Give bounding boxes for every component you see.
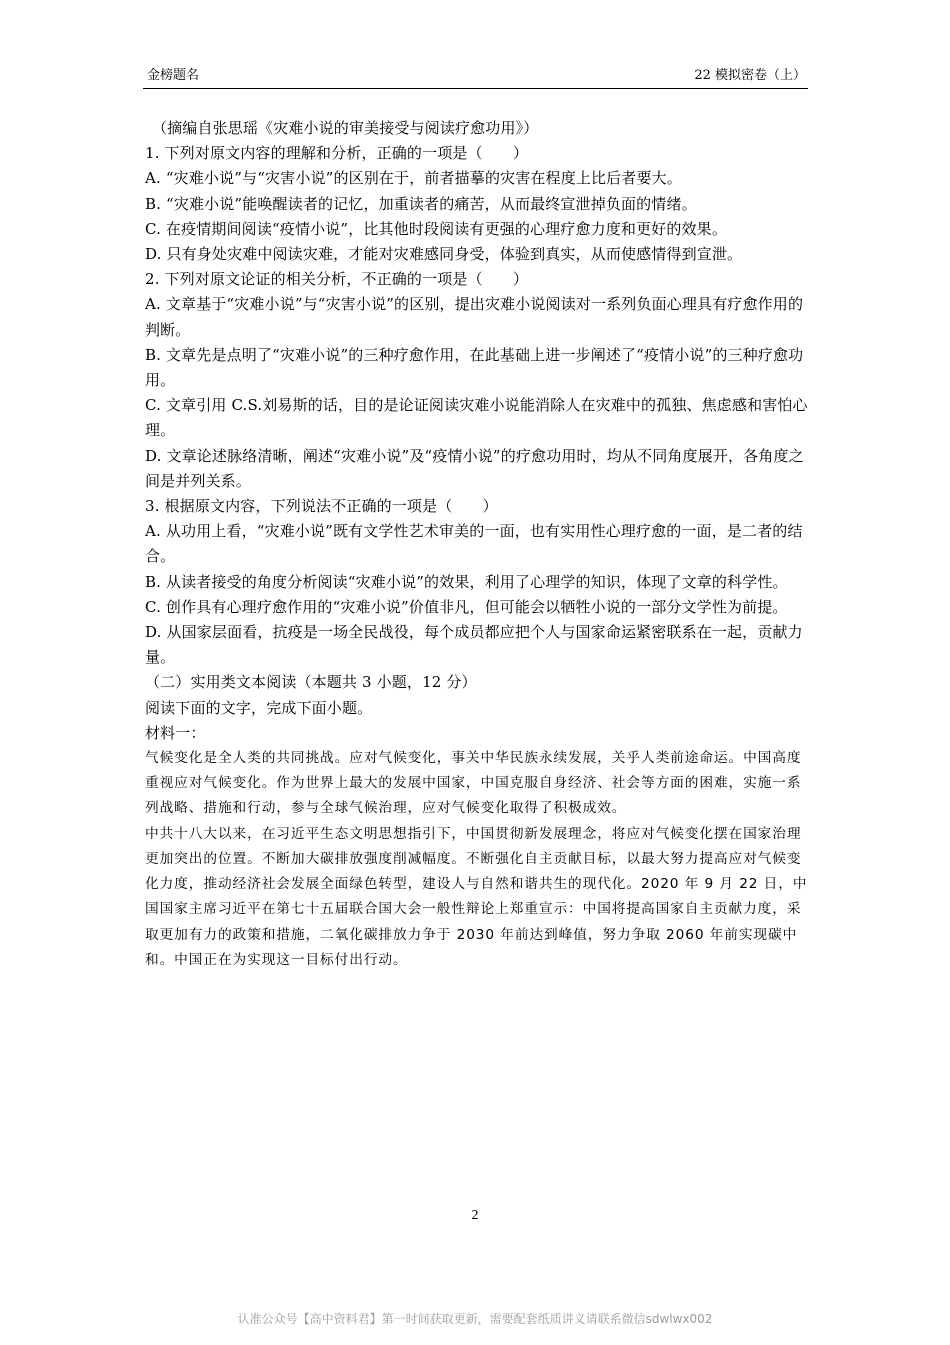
material-label: 材料一： (145, 723, 206, 742)
question-3-option-b: B. 从读者接受的角度分析阅读“灾难小说”的效果，利用了心理学的知识，体现了文章的科学性。 (145, 572, 788, 591)
question-2-option-b: B. 文章先是点明了“灾难小说”的三种疗愈作用，在此基础上进一步阐述了“疫情小说”的三种疗愈功用。 (145, 345, 804, 390)
question-2-option-a: A. 文章基于“灾难小说”与“灾害小说”的区别，提出灾难小说阅读对一系列负面心理具有疗愈作用的判断。 (145, 295, 804, 339)
question-1-option-a: A. “灾难小说”与“灾害小说”的区别在于，前者描摹的灾害在程度上比后者要大。 (145, 169, 682, 188)
footer-notice: 认准公众号【高中资料君】第一时间获取更新，需要配套纸质讲义请联系微信sdwlwx002 (237, 1312, 713, 1326)
question-1-option-b: B. “灾难小说”能唤醒读者的记忆，加重读者的痛苦，从而最终宣泄掉负面的情绪。 (145, 194, 697, 213)
question-3-option-c: C. 创作具有心理疗愈作用的“灾难小说”价值非凡，但可能会以牺牲小说的一部分文学性为前提。 (145, 597, 788, 616)
document-body (145, 116, 811, 973)
material-paragraph-1: 气候变化是全人类的共同挑战。应对气候变化，事关中华民族永续发展，关乎人类前途命运。中国高度重视应对气候变化。作为世界上最大的发展中国家，中国克服自身经济、社会等方面的困难，实施一系列战略、措施和行动，参与全球气候治理，应对气候变化取得了积极成效。 (145, 750, 802, 817)
question-2-stem: 2. 下列对原文论证的相关分析，不正确的一项是（ ） (145, 270, 529, 289)
source-citation: （摘编自张思瑶《灾难小说的审美接受与阅读疗愈功用》） (152, 119, 539, 137)
section-title: （二）实用类文本阅读（本题共 3 小题，12 分） (145, 673, 477, 692)
question-1-stem: 1. 下列对原文内容的理解和分析，正确的一项是（ ） (145, 144, 529, 163)
question-3-option-d: D. 从国家层面看，抗疫是一场全民战役，每个成员都应把个人与国家命运紧密联系在一起，贡献力量。 (145, 623, 803, 667)
reading-instruction: 阅读下面的文字，完成下面小题。 (145, 698, 373, 717)
question-2-option-d: D. 文章论述脉络清晰，阐述“灾难小说”及“疫情小说”的疗愈功用时，均从不同角度展开，各角度之间是并列关系。 (145, 446, 804, 490)
question-3-stem: 3. 根据原文内容，下列说法不正确的一项是（ ） (145, 497, 498, 516)
page-header (143, 66, 808, 89)
question-2-option-c: C. 文章引用 C.S.刘易斯的话，目的是论证阅读灾难小说能消除人在灾难中的孤独、焦虑感和害怕心理。 (145, 396, 808, 440)
header-left-title: 金榜题名 (147, 68, 200, 83)
question-3-option-a: A. 从功用上看，“灾难小说”既有文学性艺术审美的一面，也有实用性心理疗愈的一面，是二者的结合。 (145, 522, 803, 566)
header-right-title: 22 模拟密卷（上） (694, 68, 806, 83)
question-1-option-c: C. 在疫情期间阅读“疫情小说”，比其他时段阅读有更强的心理疗愈力度和更好的效果。 (145, 219, 727, 238)
question-1-option-d: D. 只有身处灾难中阅读灾难，才能对灾难感同身受，体验到真实，从而使感情得到宣泄。 (145, 245, 743, 264)
material-paragraph-2: 中共十八大以来，在习近平生态文明思想指引下，中国贯彻新发展理念，将应对气候变化摆在国家治理更加突出的位置。不断加大碳排放强度削减幅度。不断强化自主贡献目标，以最大努力提高应对气候变化力度，推动经济社会发展全面绿色转型，建设人与自然和谐共生的现代化。2020 年 9 月 22 日，中国国家主席习近平在第七十五届联合国大会一般性辩论上郑重宣示：中国将提高国家自主贡献力度，采取更加有力的政策和措施，二氧化碳排放力争于 2030 年前达到峰值，努力争取 2060 年前实现碳中和。中国正在为实现这一目标付出行动。 (145, 825, 808, 968)
page-number: 2 (471, 1208, 479, 1223)
